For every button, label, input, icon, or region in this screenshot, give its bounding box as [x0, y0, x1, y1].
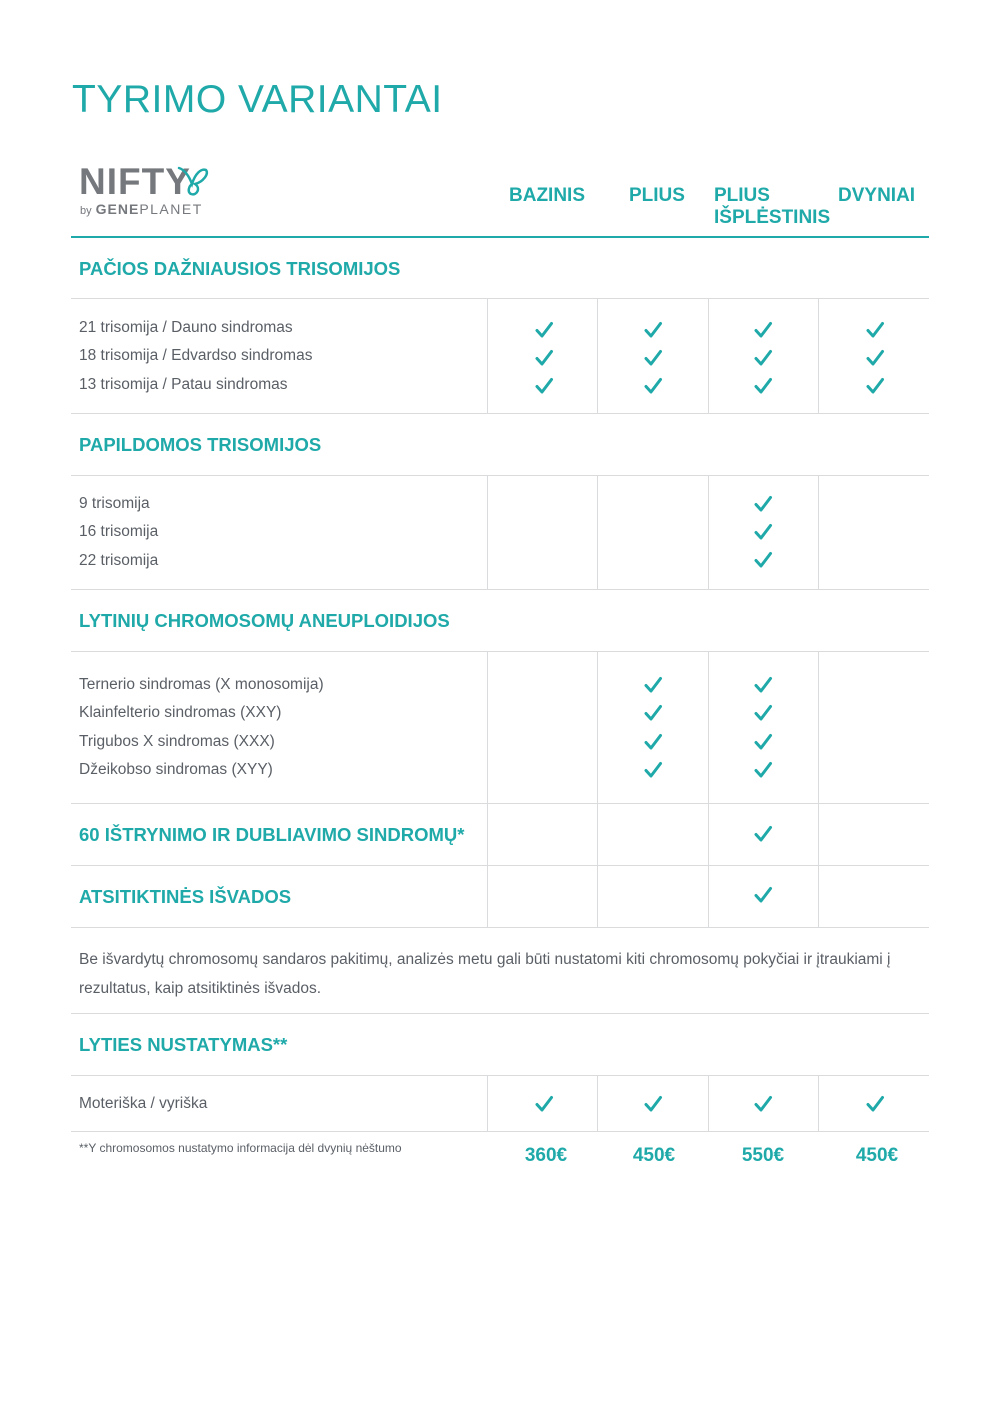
row-label: Trigubos X sindromas (XXX) — [79, 733, 275, 750]
row-label: Klainfelterio sindromas (XXY) — [79, 704, 282, 721]
column-divider — [818, 298, 819, 413]
price-bazinis: 360€ — [524, 1145, 568, 1166]
divider — [71, 1131, 929, 1132]
check-icon — [865, 376, 885, 396]
column-divider — [818, 651, 819, 803]
logo-gene: GENE — [95, 201, 140, 217]
check-icon — [643, 732, 663, 752]
check-icon — [643, 703, 663, 723]
column-divider — [708, 298, 709, 413]
column-divider — [597, 1075, 598, 1131]
check-icon — [643, 1094, 663, 1114]
row-label: Moteriška / vyriška — [79, 1095, 208, 1112]
check-icon — [753, 550, 773, 570]
column-divider — [818, 475, 819, 589]
section-title: ATSITIKTINĖS IŠVADOS — [79, 886, 292, 907]
check-icon — [643, 675, 663, 695]
divider — [71, 413, 929, 414]
row-label: 13 trisomija / Patau sindromas — [79, 376, 288, 393]
check-icon — [753, 885, 773, 905]
column-divider — [708, 475, 709, 589]
column-header-bazinis: BAZINIS — [509, 185, 585, 206]
column-divider — [597, 298, 598, 413]
check-icon — [753, 824, 773, 844]
check-icon — [753, 703, 773, 723]
column-divider — [487, 298, 488, 413]
divider — [71, 1075, 929, 1076]
check-icon — [643, 320, 663, 340]
column-divider — [708, 1075, 709, 1131]
divider — [71, 651, 929, 652]
column-header-dvyniai: DVYNIAI — [838, 185, 916, 206]
check-icon — [753, 732, 773, 752]
logo-subtitle — [80, 201, 203, 219]
row-label: 16 trisomija — [79, 523, 159, 540]
column-divider — [487, 1075, 488, 1131]
check-icon — [534, 320, 554, 340]
section-title: PAPILDOMOS TRISOMIJOS — [79, 434, 322, 455]
section-title: LYTINIŲ CHROMOSOMŲ ANEUPLOIDIJOS — [79, 610, 450, 631]
row-label: 9 trisomija — [79, 495, 150, 512]
divider — [71, 1013, 929, 1014]
row-label: Džeikobso sindromas (XYY) — [79, 761, 273, 778]
column-divider — [818, 803, 819, 865]
column-divider — [818, 1075, 819, 1131]
check-icon — [753, 320, 773, 340]
column-divider — [708, 651, 709, 803]
incidental-findings-note: Be išvardytų chromosomų sandaros pakitimų, analizės metu gali būti nustatomi kiti chromosomų pokyčiai ir įtraukiami į rezultatus, kaip atsitiktinės išvados. — [79, 951, 891, 997]
footnote: **Y chromosomos nustatymo informacija dėl dvynių nėštumo — [79, 1141, 402, 1155]
column-divider — [818, 865, 819, 927]
check-icon — [753, 760, 773, 780]
divider — [71, 927, 929, 928]
column-divider — [487, 475, 488, 589]
section-title: 60 IŠTRYNIMO IR DUBLIAVIMO SINDROMŲ* — [79, 824, 465, 845]
column-divider — [487, 803, 488, 865]
nifty-logo — [79, 162, 219, 222]
check-icon — [534, 1094, 554, 1114]
column-header-plius-isplestinis: PLIUS IŠPLĖSTINIS — [714, 185, 831, 228]
column-divider — [487, 651, 488, 803]
divider — [71, 865, 929, 866]
check-icon — [534, 376, 554, 396]
check-icon — [643, 760, 663, 780]
divider — [71, 298, 929, 299]
section-title: PAČIOS DAŽNIAUSIOS TRISOMIJOS — [79, 258, 401, 279]
butterfly-icon — [175, 164, 209, 198]
check-icon — [753, 348, 773, 368]
column-divider — [597, 865, 598, 927]
logo-wordmark: NIFTY — [79, 161, 191, 202]
column-header-plius: PLIUS — [629, 185, 685, 206]
price-dvyniai: 450€ — [855, 1145, 899, 1166]
check-icon — [753, 522, 773, 542]
divider — [71, 589, 929, 590]
column-divider — [708, 803, 709, 865]
check-icon — [753, 376, 773, 396]
column-divider — [597, 803, 598, 865]
row-label: Ternerio sindromas (X monosomija) — [79, 676, 324, 693]
check-icon — [753, 675, 773, 695]
logo-planet: PLANET — [139, 201, 203, 217]
row-label: 18 trisomija / Edvardso sindromas — [79, 347, 313, 364]
price-plius-isplestinis: 550€ — [741, 1145, 785, 1166]
page-title: TYRIMO VARIANTAI — [72, 78, 443, 121]
column-divider — [708, 865, 709, 927]
check-icon — [865, 1094, 885, 1114]
column-divider — [597, 651, 598, 803]
logo-by: by — [80, 205, 92, 217]
row-label: 21 trisomija / Dauno sindromas — [79, 319, 293, 336]
header-divider — [71, 236, 929, 238]
check-icon — [534, 348, 554, 368]
price-plius: 450€ — [632, 1145, 676, 1166]
check-icon — [643, 348, 663, 368]
divider — [71, 803, 929, 804]
section-title: LYTIES NUSTATYMAS** — [79, 1034, 288, 1055]
column-divider — [597, 475, 598, 589]
check-icon — [865, 348, 885, 368]
column-divider — [487, 865, 488, 927]
check-icon — [753, 1094, 773, 1114]
divider — [71, 475, 929, 476]
row-label: 22 trisomija — [79, 552, 159, 569]
check-icon — [865, 320, 885, 340]
check-icon — [753, 494, 773, 514]
check-icon — [643, 376, 663, 396]
